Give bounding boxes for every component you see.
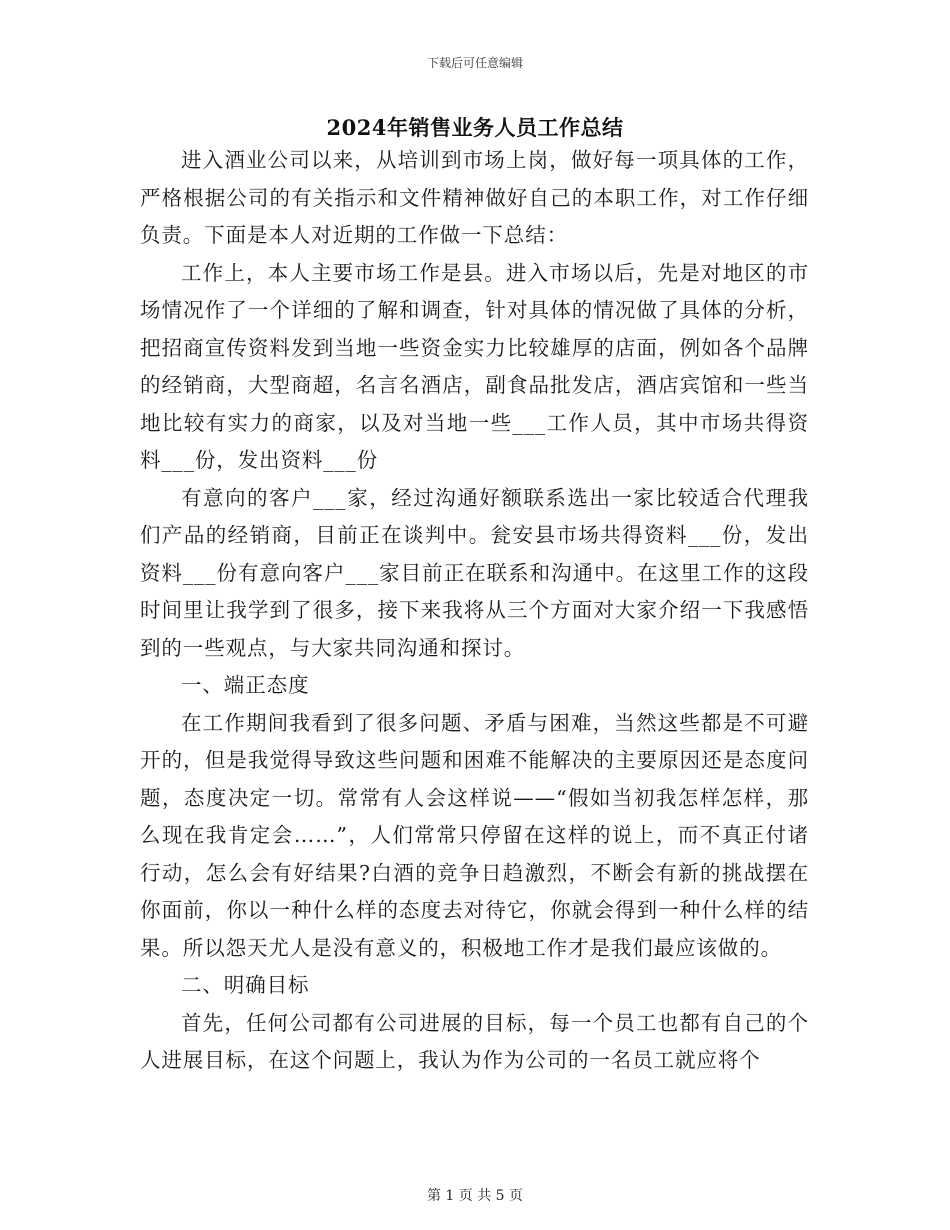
- paragraph-attitude: 在工作期间我看到了很多问题、矛盾与困难，当然这些都是不可避开的，但是我觉得导致这些问题和困难不能解决的主要原因还是态度问题，态度决定一切。常常有人会这样说——“假如当初我怎样怎样，那么现在我肯定会……”，人们常常只停留在这样的说上，而不真正付诸行动，怎么会有好结果?白酒的竞争日趋激烈，不断会有新的挑战摆在你面前，你以一种什么样的态度去对待它，你就会得到一种什么样的结果。所以怨天尤人是没有意义的，积极地工作才是我们最应该做的。: [140, 710, 809, 960]
- page-footer: 第 1 页 共 5 页: [426, 1188, 524, 1204]
- section-heading-attitude: 一、端正态度: [181, 673, 310, 697]
- header-note: 下载后可任意编辑: [426, 56, 523, 70]
- document-body: [140, 142, 809, 1080]
- paragraph-clients: 有意向的客户___家，经过沟通好额联系选出一家比较适合代理我们产品的经销商，目前正在谈判中。瓮安县市场共得资料___份，发出资料___份有意向客户___家目前正在联系和沟通中。在这里工作的这段时间里让我学到了很多，接下来我将从三个方面对大家介绍一下我感悟到的一些观点，与大家共同沟通和探讨。: [140, 485, 809, 660]
- document-title: 2024年销售业务人员工作总结: [326, 115, 624, 140]
- paragraph-goals: 首先，任何公司都有公司进展的目标，每一个员工也都有自己的个人进展目标，在这个问题上，我认为作为公司的一名员工就应将个: [140, 1010, 809, 1072]
- paragraph-intro: 进入酒业公司以来，从培训到市场上岗，做好每一项具体的工作，严格根据公司的有关指示和文件精神做好自己的本职工作，对工作仔细负责。下面是本人对近期的工作做一下总结：: [140, 148, 809, 247]
- section-heading-goals: 二、明确目标: [181, 973, 310, 997]
- paragraph-work: 工作上，本人主要市场工作是县。进入市场以后，先是对地区的市场情况作了一个详细的了解和调查，针对具体的情况做了具体的分析，把招商宣传资料发到当地一些资金实力比较雄厚的店面，例如各个品牌的经销商，大型商超，名言名酒店，副食品批发店，酒店宾馆和一些当地比较有实力的商家，以及对当地一些___工作人员，其中市场共得资料___份，发出资料___份: [140, 260, 809, 472]
